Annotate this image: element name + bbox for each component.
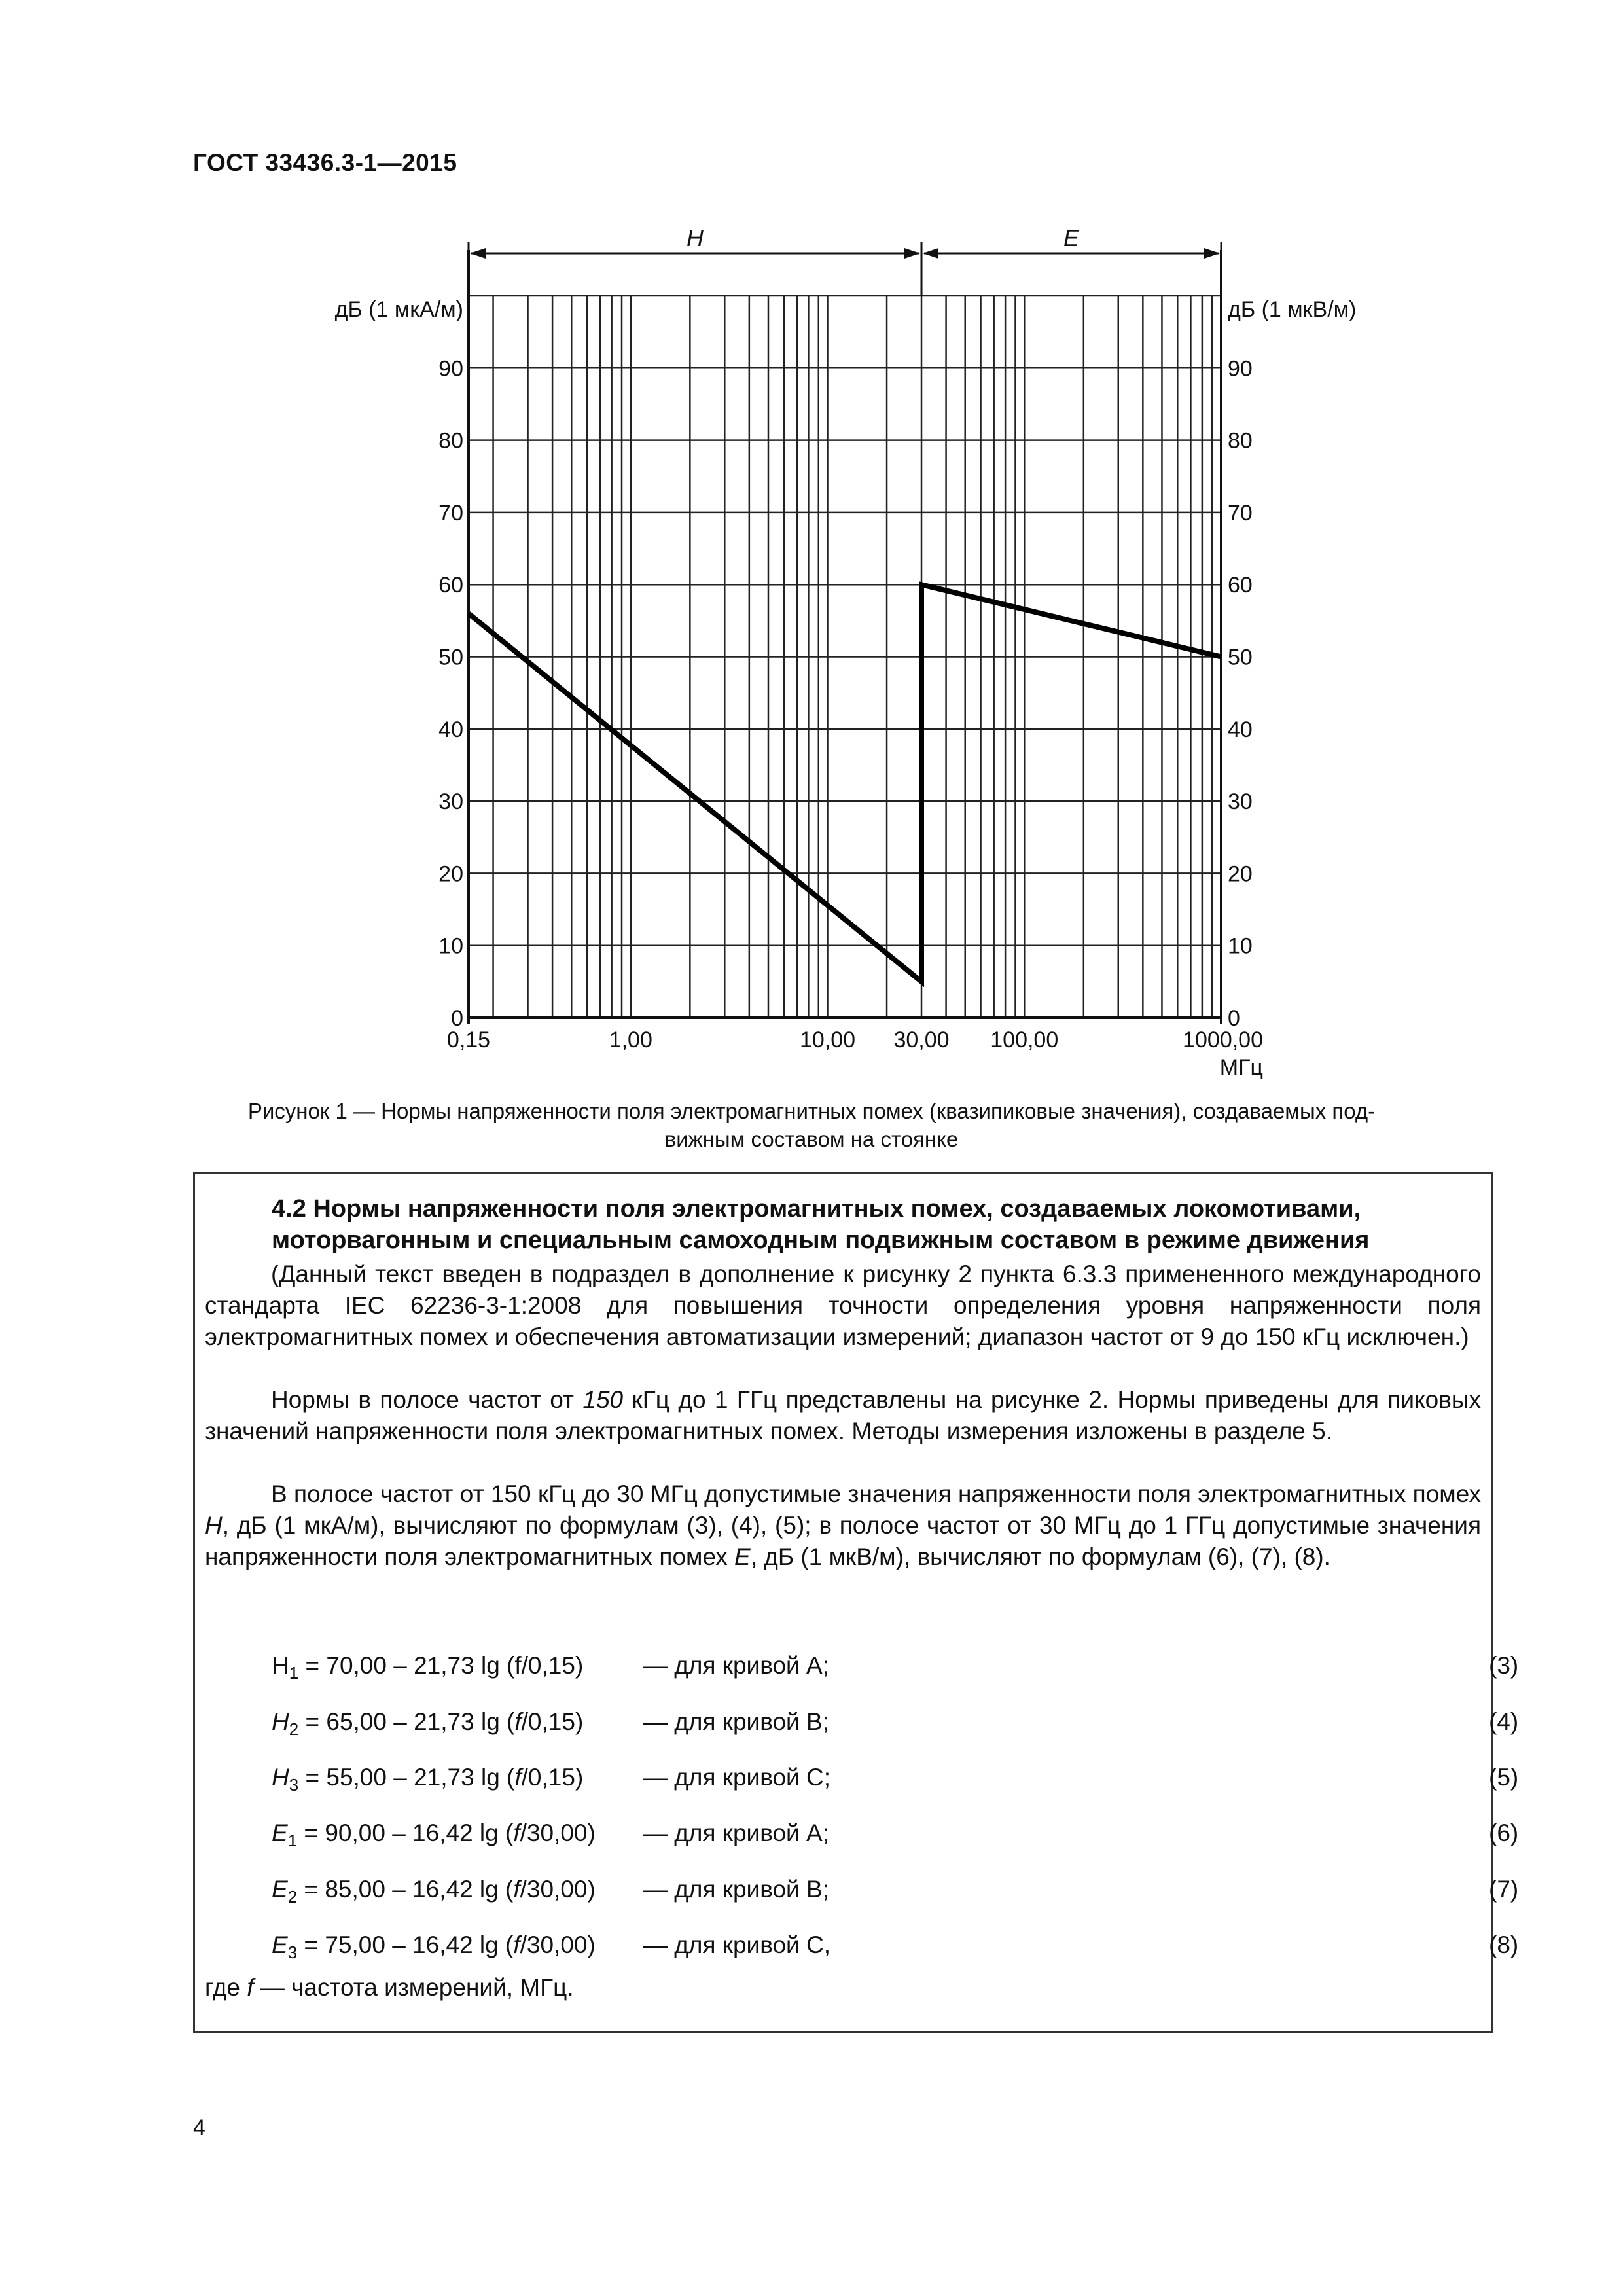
section-title xyxy=(272,1193,1476,1256)
equation-3-curve: — для кривой А; xyxy=(643,1652,829,1679)
section-title-line-1: 4.2 Нормы напряженности поля электромагнитных помех, создаваемых локомотивами, xyxy=(272,1195,1361,1223)
band-arrow xyxy=(470,248,486,259)
paragraph-formulas-intro xyxy=(205,1479,1481,1573)
y-tick-label-right: 30 xyxy=(1228,789,1253,815)
y-tick-label-right: 60 xyxy=(1228,573,1253,598)
paragraph-formulas-text: В полосе частот от 150 кГц до 30 МГц допустимые значения напряженности поля электромагнитных помех H, дБ (1 мкА/м), вычисляют по формулам (3), (4), (5); в полосе частот от 30 МГц до 1 ГГц допустимые значения напряженности поля электромагнитных помех E, дБ (1 мкВ/м), вычисляют по формулам (6), (7), (8). xyxy=(205,1480,1481,1570)
document-header: ГОСТ 33436.3-1—2015 xyxy=(193,149,457,176)
band-label: E xyxy=(1063,224,1080,251)
caption-line-1: Рисунок 1 — Нормы напряженности поля электромагнитных помех (квазипиковые значения), создаваемых под- xyxy=(247,1099,1376,1123)
equation-5-curve: — для кривой С; xyxy=(643,1764,830,1791)
y-tick-label-left: 60 xyxy=(438,573,463,598)
page-number: 4 xyxy=(193,2115,205,2140)
y-tick-label-right: 50 xyxy=(1228,645,1253,670)
paragraph-norms-text: Нормы в полосе частот от 150 кГц до 1 ГГц представлены на рисунке 2. Нормы приведены для пиковых значений напряженности поля электромагнитных помех. Методы измерения изложены в разделе 5. xyxy=(205,1386,1482,1444)
y-tick-label-left: 30 xyxy=(438,789,463,815)
limit-curve xyxy=(469,584,1221,982)
equation-8-curve: — для кривой С, xyxy=(643,1931,830,1958)
equation-4: $H_2 = 65,00 - 21,73$ lg (f/0,15) — для кривой В; (4) xyxy=(272,1706,583,1738)
paragraph-norms xyxy=(205,1384,1481,1447)
x-tick-label: 1,00 xyxy=(609,1028,652,1052)
emission-limits-chart xyxy=(0,0,1623,1100)
equation-7-curve: — для кривой В; xyxy=(643,1876,829,1903)
y-axis-label-left: дБ (1 мкА/м) xyxy=(334,297,463,322)
caption-line-2: вижным составом на стоянке xyxy=(664,1127,959,1151)
y-axis-label-right: дБ (1 мкВ/м) xyxy=(1228,297,1357,322)
y-tick-label-left: 0 xyxy=(451,1006,463,1031)
equation-7: $E_2 = 85,00 - 16,42$ lg (f/30,00) — для кривой В; (7) xyxy=(272,1874,596,1905)
x-tick-label: 30,00 xyxy=(893,1028,950,1052)
equation-5-number: (5) xyxy=(1489,1764,1519,1791)
equation-6-number: (6) xyxy=(1489,1820,1519,1846)
equation-6: $E_1 = 90,00 - 16,42$ lg (f/30,00) — для кривой А; (6) xyxy=(272,1818,596,1849)
y-tick-label-left: 50 xyxy=(438,645,463,670)
equation-4-curve: — для кривой В; xyxy=(643,1708,829,1735)
paragraph-note xyxy=(205,1259,1481,1353)
band-arrow xyxy=(904,248,920,259)
equation-7-number: (7) xyxy=(1489,1876,1519,1903)
y-tick-label-right: 20 xyxy=(1228,861,1253,887)
x-tick-label: 10,00 xyxy=(799,1028,856,1052)
equation-3-number: (3) xyxy=(1489,1652,1519,1679)
equation-5: $H_3 = 55,00 - 21,73$ lg (f/0,15) — для кривой С; (5) xyxy=(272,1762,583,1793)
equation-8: $E_3 = 75,00 - 16,42$ lg (f/30,00) — для кривой С, (8) xyxy=(272,1929,596,1961)
y-tick-label-left: 90 xyxy=(438,356,463,382)
equation-3: $H_1 = 70,00 - 21,73$ lg (f/0,15) — для кривой А; (3) xyxy=(272,1650,583,1681)
band-arrow xyxy=(1204,248,1220,259)
y-tick-label-left: 40 xyxy=(438,717,463,742)
x-tick-label: 0,15 xyxy=(446,1028,491,1052)
band-arrow xyxy=(923,248,938,259)
y-tick-label-right: 0 xyxy=(1228,1006,1240,1031)
equation-4-number: (4) xyxy=(1489,1708,1519,1735)
y-tick-label-right: 10 xyxy=(1228,933,1253,959)
equation-6-curve: — для кривой А; xyxy=(643,1820,829,1846)
figure-caption xyxy=(196,1097,1427,1153)
band-label: H xyxy=(687,224,704,251)
x-axis-unit-label: МГц xyxy=(1219,1055,1263,1080)
y-tick-label-left: 20 xyxy=(438,861,463,887)
where-clause: где f — частота измерений, МГц. xyxy=(205,1974,574,2001)
x-tick-label: 1000,00 xyxy=(1183,1028,1263,1052)
inserted-text-box xyxy=(193,1172,1519,2033)
y-tick-label-left: 70 xyxy=(438,500,463,526)
section-title-line-2: моторвагонным и специальным самоходным подвижным составом в режиме движения xyxy=(272,1227,1370,1254)
paragraph-note-text: (Данный текст введен в подраздел в дополнение к рисунку 2 пункта 6.3.3 примененного международного стандарта IEC 62236-3-1:2008 для повышения точности определения уровня напряженности поля электромагнитных помех и обеспечения автоматизации измерений; диапазон частот от 9 до 150 кГц исключен.) xyxy=(205,1261,1481,1350)
equation-8-number: (8) xyxy=(1489,1931,1519,1958)
y-tick-label-right: 80 xyxy=(1228,428,1253,454)
y-tick-label-left: 80 xyxy=(438,428,463,454)
y-tick-label-right: 90 xyxy=(1228,356,1253,382)
x-tick-label: 100,00 xyxy=(990,1028,1059,1052)
y-tick-label-right: 70 xyxy=(1228,500,1253,526)
y-tick-label-right: 40 xyxy=(1228,717,1253,742)
y-tick-label-left: 10 xyxy=(438,933,463,959)
